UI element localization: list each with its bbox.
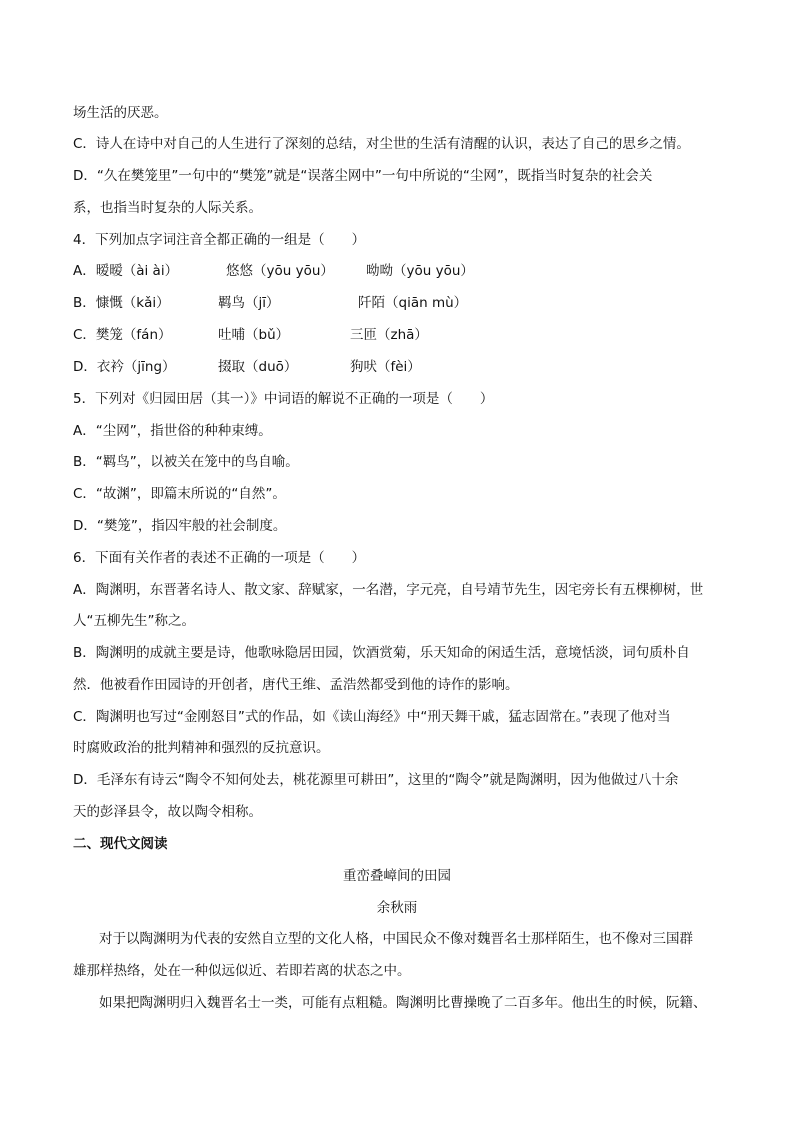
q4-option-a-1: A．暧暧（ài ài） <box>73 263 179 279</box>
option-c-q3: C．诗人在诗中对自己的人生进行了深刻的总结，对尘世的生活有清醒的认识，表达了自己的思乡之情。 <box>73 136 690 152</box>
q5-option-c: C．“故渊”，即篇末所说的“自然”。 <box>73 486 286 502</box>
text-line: 场生活的厌恶。 <box>73 105 168 121</box>
q4-option-b-1: B．慷慨（kǎi） <box>73 295 170 311</box>
section-heading: 二、现代文阅读 <box>73 836 168 852</box>
q5-option-d: D．“樊笼”，指囚牢般的社会制度。 <box>73 518 287 534</box>
paragraph-1-cont: 雄那样热络，处在一种似远似近、若即若离的状态之中。 <box>73 963 411 979</box>
question-6: 6．下面有关作者的表述不正确的一项是（ ） <box>73 550 366 566</box>
q6-option-d-cont: 天的彭泽县令，故以陶令相称。 <box>73 804 262 820</box>
q6-option-c-cont: 时腐败政治的批判精神和强烈的反抗意识。 <box>73 740 330 756</box>
q6-option-a-cont: 人“五柳先生”称之。 <box>73 613 195 629</box>
q6-option-d: D．毛泽东有诗云“陶令不知何处去，桃花源里可耕田”，这里的“陶令”就是陶渊明，因为他做过八十余 <box>73 772 679 788</box>
q5-option-b: B．“羁鸟”，以被关在笼中的鸟自喻。 <box>73 454 299 470</box>
q5-option-a: A．“尘网”，指世俗的种种束缚。 <box>73 423 272 439</box>
q6-option-b-cont: 然．他被看作田园诗的开创者，唐代王维、孟浩然都受到他的诗作的影响。 <box>73 677 519 693</box>
option-d-q3: D．“久在樊笼里”一句中的“樊笼”就是“误落尘网中”一句中所说的“尘网”，既指当时复杂的社会关 <box>73 168 653 184</box>
q4-option-a-3: 呦呦（yōu yōu） <box>366 263 474 279</box>
paragraph-2: 如果把陶渊明归入魏晋名士一类，可能有点粗糙。陶渊明比曹操晚了二百多年。他出生的时候，阮籍、 <box>99 995 707 1011</box>
essay-title: 重峦叠嶂间的田园 <box>343 868 451 884</box>
q4-option-c-2: 吐哺（bǔ） <box>218 327 290 343</box>
q6-option-a: A．陶渊明，东晋著名诗人、散文家、辞赋家，一名潜，字元亮，自号靖节先生，因宅旁长有五棵柳树，世 <box>73 582 704 598</box>
question-4: 4．下列加点字词注音全都正确的一组是（ ） <box>73 232 366 248</box>
q6-option-c: C．陶渊明也写过“金刚怒目”式的作品，如《读山海经》中“刑天舞干戚，猛志固常在。”表现了他对当 <box>73 709 671 725</box>
q6-option-b: B．陶渊明的成就主要是诗，他歌咏隐居田园，饮酒赏菊，乐天知命的闲适生活，意境恬淡，词句质朴自 <box>73 645 690 661</box>
q4-option-c-1: C．樊笼（fán） <box>73 327 172 343</box>
q4-option-b-2: 羁鸟（jī） <box>218 295 280 311</box>
essay-author: 余秋雨 <box>376 900 418 916</box>
q4-option-d-2: 掇取（duō） <box>218 359 298 375</box>
q4-option-c-3: 三匝（zhā） <box>350 327 428 343</box>
question-5: 5．下列对《归园田居（其一）》中词语的解说不正确的一项是（ ） <box>73 391 494 407</box>
q4-option-d-1: D．衣衿（jīng） <box>73 359 176 375</box>
q4-option-a-2: 悠悠（yōu yōu） <box>226 263 334 279</box>
text-line: 系，也指当时复杂的人际关系。 <box>73 200 262 216</box>
q4-option-b-3: 阡陌（qiān mù） <box>358 295 468 311</box>
q4-option-d-3: 狗吠（fèi） <box>350 359 421 375</box>
paragraph-1: 对于以陶渊明为代表的安然自立型的文化人格，中国民众不像对魏晋名士那样陌生，也不像对三国群 <box>99 931 693 947</box>
